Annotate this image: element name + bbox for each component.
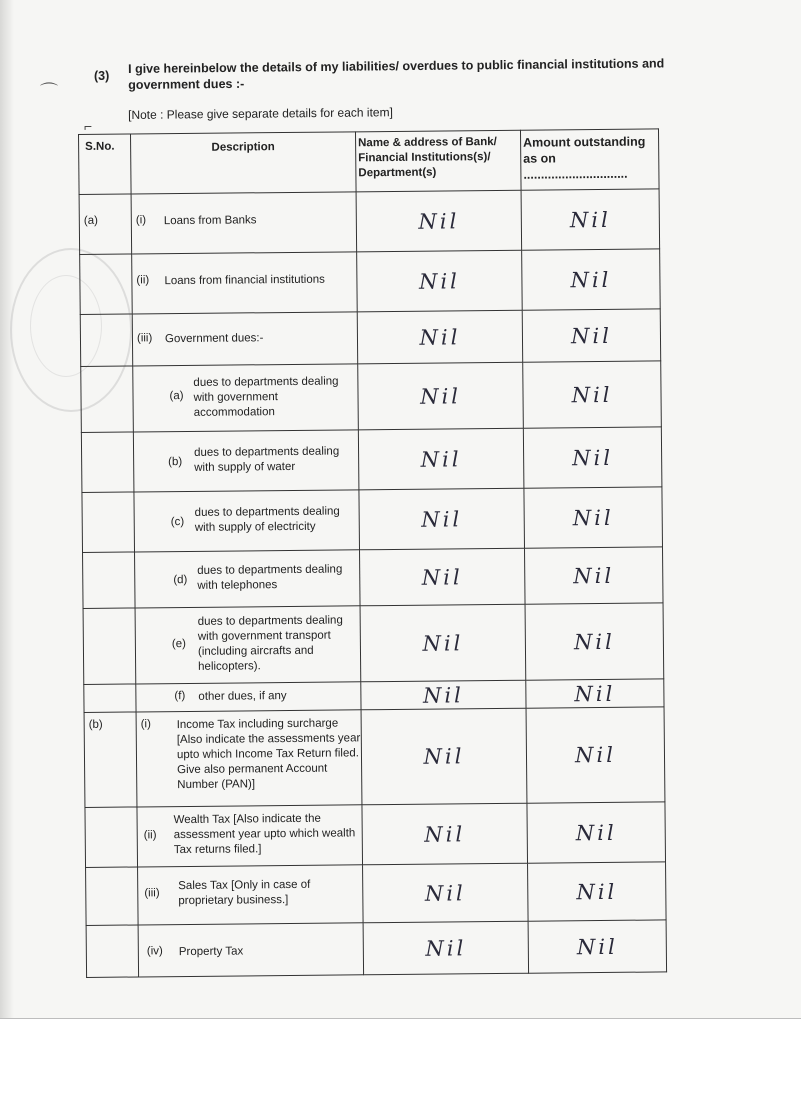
row-amount-value: Nil bbox=[524, 547, 663, 604]
row-text: Property Tax bbox=[178, 945, 244, 959]
row-description bbox=[136, 682, 361, 712]
row-sno bbox=[86, 867, 139, 925]
row-name-value: Nil bbox=[360, 548, 526, 606]
table-row bbox=[81, 361, 662, 433]
table-row bbox=[81, 427, 662, 493]
row-amount-value: Nil bbox=[522, 249, 661, 310]
row-sno bbox=[83, 608, 136, 684]
tick-mark: ⌐ bbox=[84, 118, 93, 134]
row-description bbox=[134, 490, 360, 552]
row-amount-value: Nil bbox=[523, 427, 662, 488]
item-number: (3) bbox=[94, 69, 110, 83]
row-sno: (b) bbox=[84, 712, 137, 807]
row-label: (iv) bbox=[146, 945, 163, 958]
row-label: (iii) bbox=[136, 332, 153, 345]
table-row bbox=[80, 249, 661, 315]
table-row bbox=[85, 802, 666, 868]
row-text: Government dues:- bbox=[164, 332, 264, 346]
row-label: (f) bbox=[174, 689, 186, 703]
row-description bbox=[135, 550, 361, 608]
row-name-value: Nil bbox=[356, 190, 522, 252]
row-sno bbox=[83, 552, 136, 608]
row-label: (a) bbox=[169, 389, 184, 403]
row-name-value: Nil bbox=[361, 708, 527, 805]
row-sno bbox=[81, 432, 134, 492]
row-description bbox=[132, 312, 357, 366]
row-description bbox=[136, 710, 362, 807]
row-text: Income Tax including surcharge [Also indicate the assessments year upto which Income Tax Return filed. Give also permanent Account Number (PAN)] bbox=[176, 717, 361, 792]
row-label: (d) bbox=[173, 573, 188, 587]
row-description bbox=[138, 923, 363, 977]
row-label: (e) bbox=[171, 637, 187, 651]
row-amount-value: Nil bbox=[525, 603, 664, 680]
row-label: (i) bbox=[140, 718, 151, 731]
row-name-value: Nil bbox=[360, 604, 526, 682]
row-text: dues to departments dealing with supply of electricity bbox=[194, 505, 340, 534]
header-name-address: Name & address of Bank/ Financial Institutions(s)/ Department(s) bbox=[355, 130, 521, 192]
table-header-row bbox=[79, 129, 660, 195]
row-name-value: Nil bbox=[358, 362, 524, 430]
row-name-value: Nil bbox=[363, 863, 529, 923]
row-sno bbox=[81, 366, 134, 432]
table-row bbox=[82, 487, 663, 553]
row-name-value: Nil bbox=[358, 428, 524, 490]
table-row bbox=[86, 862, 667, 926]
row-name-value: Nil bbox=[361, 680, 526, 710]
table-row bbox=[83, 547, 664, 609]
row-sno bbox=[84, 684, 136, 712]
row-sno bbox=[86, 925, 138, 977]
pen-mark: ⌒ bbox=[40, 82, 58, 102]
row-sno bbox=[80, 314, 132, 366]
row-amount-value: Nil bbox=[528, 862, 667, 921]
row-amount-value: Nil bbox=[524, 487, 663, 548]
table-row bbox=[84, 707, 665, 808]
table-row bbox=[80, 309, 660, 367]
intro-text: I give hereinbelow the details of my liabilities/ overdues to public financial institutions and government dues :- bbox=[128, 56, 665, 92]
row-name-value: Nil bbox=[357, 250, 523, 312]
row-text: dues to departments dealing with supply of water bbox=[194, 445, 340, 474]
row-name-value: Nil bbox=[362, 803, 528, 865]
row-label: (ii) bbox=[143, 829, 157, 842]
row-amount-value: Nil bbox=[527, 802, 666, 863]
row-amount-value: Nil bbox=[526, 707, 665, 803]
row-name-value: Nil bbox=[357, 310, 522, 364]
row-sno bbox=[80, 254, 133, 314]
header-sno: S.No. bbox=[79, 134, 132, 194]
row-label: (i) bbox=[135, 214, 147, 227]
liabilities-table bbox=[78, 128, 667, 978]
row-text: dues to departments dealing with government transport (including aircrafts and helicopters). bbox=[197, 614, 343, 673]
row-sno bbox=[85, 807, 138, 867]
header-description: Description bbox=[131, 132, 357, 194]
row-text: Wealth Tax [Also indicate the assessment year upto which wealth Tax returns filed.] bbox=[173, 812, 356, 857]
table-row bbox=[86, 920, 666, 978]
row-name-value: Nil bbox=[363, 921, 528, 975]
scan-bottom-margin bbox=[0, 1018, 801, 1096]
row-text: Sales Tax [Only in case of proprietary business.] bbox=[178, 878, 311, 908]
row-sno: (a) bbox=[79, 194, 132, 254]
row-text: Loans from financial institutions bbox=[164, 273, 325, 288]
note-text: [Note : Please give separate details for each item] bbox=[128, 105, 393, 122]
row-description bbox=[132, 252, 358, 314]
table-row bbox=[79, 189, 660, 255]
row-amount-value: Nil bbox=[528, 920, 666, 973]
row-label: (iii) bbox=[144, 887, 160, 900]
row-label: (c) bbox=[170, 515, 185, 529]
row-amount-value: Nil bbox=[526, 679, 664, 708]
row-text: dues to departments dealing with telephones bbox=[197, 563, 343, 592]
table-row bbox=[83, 603, 664, 685]
row-name-value: Nil bbox=[359, 488, 525, 550]
row-description bbox=[131, 192, 357, 254]
header-amount: Amount outstanding as on .............................. bbox=[520, 129, 659, 190]
row-description bbox=[133, 430, 359, 492]
row-label: (b) bbox=[168, 456, 183, 469]
row-sno bbox=[82, 492, 135, 552]
row-text: other dues, if any bbox=[198, 690, 287, 703]
row-text: dues to departments dealing with government accommodation bbox=[193, 375, 339, 419]
row-amount-value: Nil bbox=[521, 189, 660, 250]
row-description bbox=[137, 805, 363, 867]
row-amount-value: Nil bbox=[522, 309, 660, 362]
row-label: (ii) bbox=[136, 274, 150, 287]
row-description bbox=[133, 364, 359, 432]
row-description bbox=[138, 865, 364, 925]
row-text: Loans from Banks bbox=[163, 214, 257, 228]
row-amount-value: Nil bbox=[523, 361, 662, 428]
row-description bbox=[135, 606, 361, 684]
scan-page-edge bbox=[0, 0, 14, 1095]
